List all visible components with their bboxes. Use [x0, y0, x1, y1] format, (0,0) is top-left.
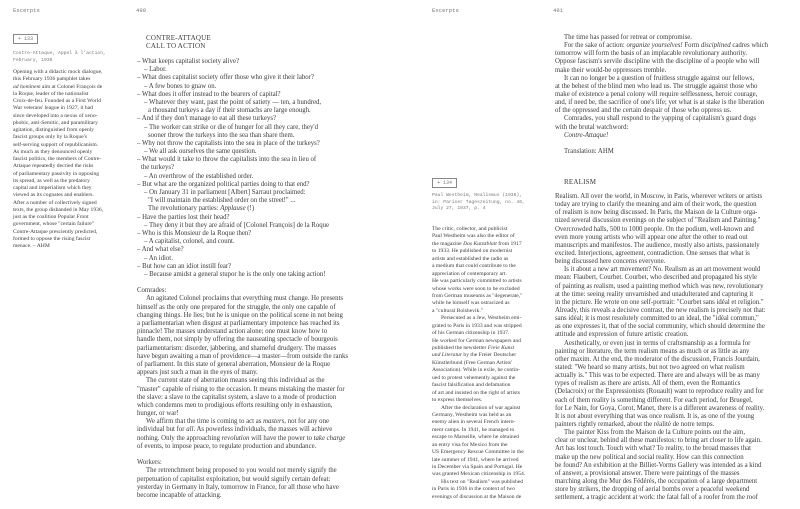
text-line: und Literatur by the Freier Deutscher	[432, 352, 517, 359]
text-line: Association). While in exile, he contin-	[432, 367, 520, 374]
text-line: We affirm that the time is coming to act as masters, not for any one	[146, 418, 329, 426]
text-line: from German museums as "degenerate,"	[432, 292, 523, 299]
sidebar-commentary	[432, 226, 525, 501]
text-line: Oppose fascism's servile discipline with the discipline of a people who will	[555, 58, 760, 66]
text-line: hunger, or war!	[137, 410, 179, 418]
text-line: (Delacroix) or the Expressionists (Rouault) want to reproduce reality and for	[555, 388, 764, 396]
text-line: The current state of aberration means seeing this individual as the	[146, 377, 325, 385]
citation-line: July 27, 1937, p. 4	[432, 206, 486, 212]
text-line: painters rightly remarked, about the réalité de notre temps.	[555, 420, 715, 428]
text-line: other maxim. At the end, the moderator of the discussion, Francis Jourdain,	[555, 355, 760, 363]
text-line: Aesthetically, or even just in terms of craftsmanship as a formula for	[564, 339, 751, 347]
text-line: which condemns men to prodigious efforts resulting only in exhaustion,	[137, 401, 333, 409]
text-line: ued to protest vehemently against the	[432, 374, 516, 381]
text-line: of his German citizenship in 1937.	[432, 330, 510, 337]
text-line: – And what else?	[137, 246, 184, 254]
text-line: for Le Nain, for Goya, Corot, Manet, there is a different awareness of reality.	[555, 404, 765, 412]
text-line: of parliamentary passivity in opposing	[13, 170, 100, 177]
text-line: to express themselves.	[432, 397, 483, 404]
text-line: of the oppressed and the certain despair of those who oppress us.	[555, 107, 732, 115]
text-line: "I will maintain the established order on the street!" ...	[148, 197, 296, 205]
text-line: Art has lost touch. Touch with what? To reality, to the broad masses that	[555, 445, 751, 453]
source-citation	[432, 193, 525, 213]
text-line: pinnacle! The masses understand action alone; one must know how to	[137, 328, 328, 336]
text-line: fascist groups only by la Roque's	[13, 134, 87, 141]
text-line: make their would-be oppressors tremble.	[555, 66, 667, 74]
text-line: government, whose "certain failure"	[13, 221, 94, 228]
text-line: enemy alien in several French intern-	[432, 419, 516, 426]
title-line: CONTRE-ATTAQUE	[146, 34, 211, 42]
blank-line	[555, 140, 768, 148]
entry-number-badge: + 133	[13, 34, 38, 44]
text-line: appears just such a man in the eyes of many.	[137, 369, 258, 377]
text-line: whose works were soon to be excluded	[432, 285, 520, 292]
text-line: – What would it take to throw the capitalists into the sea in lieu of	[137, 156, 317, 164]
text-line: Already, this reveals a decisive contrast, the new realism is precisely not that:	[555, 306, 766, 314]
text-line: the slave: a slave to the capitalist system, a slave to a mode of production	[137, 393, 337, 401]
text-line: Realism. All over the world, in Moscow, in Paris, wherever writers or artists	[555, 193, 763, 200]
text-line: Croix-de-feu. Founded as a First World	[13, 98, 101, 104]
text-line: tomorrow will form the basis of an implacable revolutionary authority.	[555, 50, 748, 58]
text-line: Künstlerbund (Free German Artists'	[432, 359, 513, 366]
text-line: The painter Kiss from the Maison de la Culture points out the aim,	[564, 429, 746, 437]
text-line: viewed as its cognates and enablers.	[13, 192, 94, 199]
text-line: attitude and expression of future artistic creation.	[555, 331, 689, 339]
text-line: clear or unclear, behind all these manifestos: to bring art closer to life again.	[555, 437, 762, 445]
text-line: The revolutionary parties: Applause (!)	[148, 205, 255, 213]
text-line: His text on "Realism" was published	[441, 478, 524, 485]
text-line: since developed into a nexus of xeno-	[13, 112, 98, 119]
text-line: late summer of 1941, where he arrived	[432, 456, 519, 463]
text-line: – What does capitalist society offer those who give it their labor?	[137, 74, 314, 82]
text-line: – Because amidst a general stupor he is the only one taking action!	[144, 270, 326, 278]
text-line: published the newsletter Freie Kunst	[432, 345, 515, 351]
text-line: actually is." This was to be expected. There are and always will be as many	[555, 372, 760, 380]
text-line: settlement, a tragic accident at work: the fatal fall of a roofer from the roof	[555, 494, 758, 502]
blank-line	[137, 451, 348, 459]
text-line: agitation, distinguished from openly	[13, 127, 95, 133]
text-line: make of existence a penal colony will require selflessness, heroic courage,	[555, 90, 758, 98]
citation-line: in: Pariser Tageszeitung, no. 46,	[432, 199, 525, 205]
text-line: of events, to impose peace, to regulate production and abundance.	[137, 442, 317, 450]
text-line: Workers:	[137, 459, 162, 467]
text-line: in the picture. He wrote on one self-portrait: "Courbet sans idéal et religion."	[555, 298, 764, 306]
text-line: – But what are the organized political parties doing to that end?	[137, 180, 310, 188]
text-line: to 1933. He published on modernist	[432, 248, 513, 255]
text-line: store by strikers, the dropping of aerial bombs over a peaceful weekend	[555, 486, 750, 494]
title-line: CALL TO ACTION	[146, 42, 206, 51]
entry-number-badge: + 134	[432, 178, 457, 188]
text-line: types of realism as there are artists. All of them, even the Romantics	[555, 380, 741, 388]
citation-line: Paul Westheim, Realismus (1936),	[432, 193, 523, 198]
text-line: formed to oppose the rising fascist	[13, 235, 91, 242]
text-line: phobic, anti-Semitic, and paramilitary	[13, 119, 98, 126]
text-line: while he himself was ostracized as	[432, 300, 510, 307]
text-line: Comrades:	[137, 287, 167, 295]
text-line: sans idéal; it is most resolutely committed to an ideal, the "idéal commun,"	[555, 315, 759, 323]
text-line: – Who is this Monsieur de la Roque then?	[137, 229, 252, 237]
text-line: himself as the only one prepared for the struggle, the only one capable of	[137, 303, 336, 311]
text-line: at the behest of the blind men who lead us. The struggle against those who	[555, 82, 758, 90]
text-line: of painting as realism, used a painting method which was new, revolutionary	[555, 282, 764, 290]
text-line: For the sake of action: organize yourselves! Form disciplined cadres which	[564, 42, 769, 50]
text-line: a thousand turkeys a day if their stomachs are large enough.	[148, 107, 311, 115]
text-line: grated to Paris in 1933 and was stripped	[432, 322, 522, 329]
text-line: Persecuted as a Jew, Westheim emi-	[441, 315, 522, 322]
text-line: painting or literature, the term realism means as much or as little as any	[555, 347, 750, 355]
text-line: artists and established the radio as	[432, 255, 509, 262]
text-line: Attaque repeatedly decried the risks	[13, 163, 94, 170]
text-line: of parliament. In this state of general aberration, Monsieur de la Roque	[137, 360, 331, 368]
text-line: parliamentarism: disorder, jabbering, and shameful drudgery. The masses	[137, 344, 337, 352]
text-line: – Have the parties lost their head?	[137, 213, 230, 221]
text-line: – An idiot.	[144, 254, 173, 262]
text-line: an entry visa for Mexico from the	[432, 441, 508, 448]
text-line: After a number of collectively signed	[13, 199, 97, 206]
text-line: yesterday in Germany in Italy, tomorrow in France, for all those who have	[137, 483, 339, 491]
text-line: ment camps. In 1941, he managed to	[432, 426, 515, 433]
text-line: – But how can an idiot instill fear?	[137, 262, 232, 270]
text-line: Opening with a didactic mock dialogue,	[13, 69, 103, 75]
text-line: – We all ask ourselves the same question.	[144, 148, 257, 156]
text-line: – The worker can strike or die of hunger for all they care, they'd	[144, 123, 318, 131]
source-citation	[13, 51, 106, 64]
text-line: just as the coalition Popular Front	[13, 214, 89, 220]
text-line: He was particularly committed to artists	[432, 278, 522, 285]
text-line: at the time: seeing reality unvarnished and unadulterated and capturing it	[555, 290, 754, 298]
text-line: a parliamentarian when disgust at parliamentary impotence has reached its	[137, 320, 340, 327]
page-number: 491	[553, 7, 564, 14]
text-line: changing things. He lies; but he is unique on the political scene in not being	[137, 311, 343, 319]
text-line: stated: "We heard so many artists, but not two agreed on what realism	[555, 363, 745, 371]
text-line: perpetuation of capitalist exploitation, but would signify certain defeat:	[137, 475, 331, 483]
text-line: menace. – AHM	[13, 243, 50, 249]
text-line: nothing. Only the approaching revolution will have the power to take charge	[137, 434, 346, 442]
text-line: ad hominem aim at Colonel François de	[13, 83, 103, 90]
running-head: Excerpts	[432, 7, 459, 14]
text-line: Paul Westheim was also the editor of	[432, 233, 515, 240]
text-line: individual but for all. As powerless individuals, the masses will achieve	[137, 426, 333, 434]
text-line: Overcrowded halls, 500 to 1000 people. On the podium, well-known and	[555, 225, 754, 233]
realism-body	[555, 193, 766, 502]
page-number: 490	[136, 7, 147, 14]
text-line: excited. Interjections, agreement, contradiction. One senses that what is	[555, 249, 750, 257]
text-line: manuscripts and manifestos. The audience, mostly also artists, passionately	[555, 241, 760, 249]
text-line: Germany, Westheim was held as an	[432, 411, 512, 418]
dialogue-body	[137, 58, 348, 500]
text-line: War veterans' league in 1927, it had	[13, 105, 93, 112]
text-line: fascist falsification and defamation	[432, 382, 511, 389]
text-line: its spread, as well as the predatory	[13, 177, 90, 184]
text-line: "master" capable of rising to the occasion. It means mistaking the master for	[137, 385, 345, 393]
text-line: It can no longer be a question of fruitless struggle against our fellows,	[564, 74, 755, 82]
text-line: Contre-Attaque!	[564, 131, 609, 139]
text-line: An agitated Colonel proclaims that everything must change. He presents	[146, 295, 344, 303]
sidebar-commentary	[13, 69, 103, 250]
text-line: He worked for German newspapers and	[432, 337, 522, 344]
text-line: The critic, collector, and publicist	[432, 226, 508, 232]
running-head: Excerpts	[13, 7, 40, 14]
text-line: even more young artists who will appear one after the other to read out	[555, 233, 748, 241]
text-line: – What does it offer instead to the bearers of capital?	[137, 90, 281, 98]
text-line: fascist politics, the members of Contre-	[13, 156, 102, 162]
text-line: texts, the group disbanded in May 1936,	[13, 206, 104, 213]
text-line: – And if they don't manage to eat all these turkeys?	[137, 115, 277, 123]
text-line: Is it about a new art movement? No. Realism as an art movement would	[564, 266, 761, 274]
text-line: and, if need be, the sacrifice of one's life; yet what is at stake is the liberation	[555, 99, 765, 107]
text-line: handle them, not simply by offering the nauseating spectacle of bourgeois	[137, 336, 338, 344]
text-line: have begun awaiting a man of providence—a master—from outside the ranks	[137, 352, 349, 360]
text-line: of realism is now being discussed. In Paris, the Maison de la Culture orga-	[555, 209, 758, 217]
text-line: make up the new political and social reality. How can this connection	[555, 453, 744, 461]
text-line: the magazine Das Kunstblatt from 1917	[432, 240, 522, 247]
text-line: After the declaration of war against	[441, 404, 521, 411]
text-line: with the brutal watchword:	[555, 123, 629, 131]
text-line: escape to Marseille, where he obtained	[432, 434, 519, 441]
text-line: Translation: AHM	[564, 148, 614, 156]
text-line: in December via Spain and Portugal. He	[432, 464, 523, 470]
text-line: As much as they denounced openly	[13, 148, 93, 155]
text-line: – Labor.	[144, 66, 167, 74]
text-line: – An overthrow of the established order.	[144, 172, 254, 180]
text-line: each of them reality is something different. For each period, for Bruegel,	[555, 396, 753, 404]
text-line: The time has passed for retreat or compromise.	[564, 34, 692, 41]
document-title: REALISM	[564, 178, 597, 186]
text-line: mean: Flaubert, Courbet. Courbet, who described and propagated his style	[555, 274, 757, 282]
text-line: was granted Mexican citizenship in 1954.	[432, 471, 526, 478]
text-line: a medium that could contribute to the	[432, 263, 516, 270]
continuation-body	[555, 34, 768, 156]
text-line: nized several discussion evenings on the subject of "Realism and Painting."	[555, 217, 761, 225]
text-line: appreciation of contemporary art.	[432, 270, 507, 277]
text-line: of art and insisted on the right of artists	[432, 389, 520, 396]
text-line: US Emergency Rescue Committee in the	[432, 449, 524, 456]
text-line: It is not about everything that was once realism. It is, as one of the young	[555, 412, 755, 420]
text-line: – On January 31 in parliament [Albert] Sarraut proclaimed:	[144, 189, 306, 196]
text-line: self-serving support of republicanism.	[13, 141, 99, 148]
document-title	[146, 34, 211, 50]
text-line: The retrenchment being proposed to you would not merely signify the	[146, 467, 337, 475]
text-line: Comrades, you shall respond to the yapping of capitalism's guard dogs	[564, 115, 757, 123]
text-line: in Paris in 1936 in the context of two	[432, 486, 515, 493]
text-line: being discussed here concerns everyone.	[555, 258, 666, 266]
citation-line: February, 1936	[13, 57, 53, 63]
text-line: of answer, a provisional answer. There were paintings of the masses	[555, 469, 740, 477]
blank-line	[137, 279, 348, 287]
text-line: today are trying to clarify the meaning and aim of their work, the question	[555, 201, 757, 209]
text-line: be found? An exhibition at the Billiet-Vorms Gallery was intended as a kind	[555, 461, 762, 469]
text-line: this February 1936 pamphlet takes	[13, 76, 91, 83]
text-line: – What keeps capitalist society alive?	[137, 58, 239, 65]
text-line: sooner throw the turkeys into the sea than share them.	[148, 131, 295, 139]
text-line: – A capitalist, colonel, and count.	[144, 238, 235, 246]
text-line: become incapable of attacking.	[137, 491, 222, 499]
text-line: marching along the Mur des Fédérés, the occupation of a large department	[555, 477, 758, 485]
text-line: la Roque, leader of the nationalist	[13, 90, 89, 97]
text-line: capital and imperialism which they	[13, 185, 92, 191]
text-line: – Why not throw the capitalists into the sea in place of the turkeys?	[137, 139, 320, 147]
text-line: – They deny it but they are afraid of [Colonel François] de la Roque	[144, 221, 330, 229]
text-line: – A few bones to gnaw on.	[144, 82, 217, 90]
text-line: Contre-Attaque presciently predicted,	[13, 228, 98, 235]
text-line: as one expresses it, that of the social community, which should determine the	[555, 323, 765, 331]
text-line: a "cultural Bolshevik."	[432, 307, 484, 314]
citation-line: Contre-Attaque, Appel à l'action,	[13, 51, 106, 56]
text-line: the turkeys?	[141, 164, 175, 172]
text-line: evenings of discussion at the Maison de	[432, 493, 522, 500]
text-line: – Whatever they want, past the point of satiety — ten, a hundred,	[144, 98, 322, 106]
